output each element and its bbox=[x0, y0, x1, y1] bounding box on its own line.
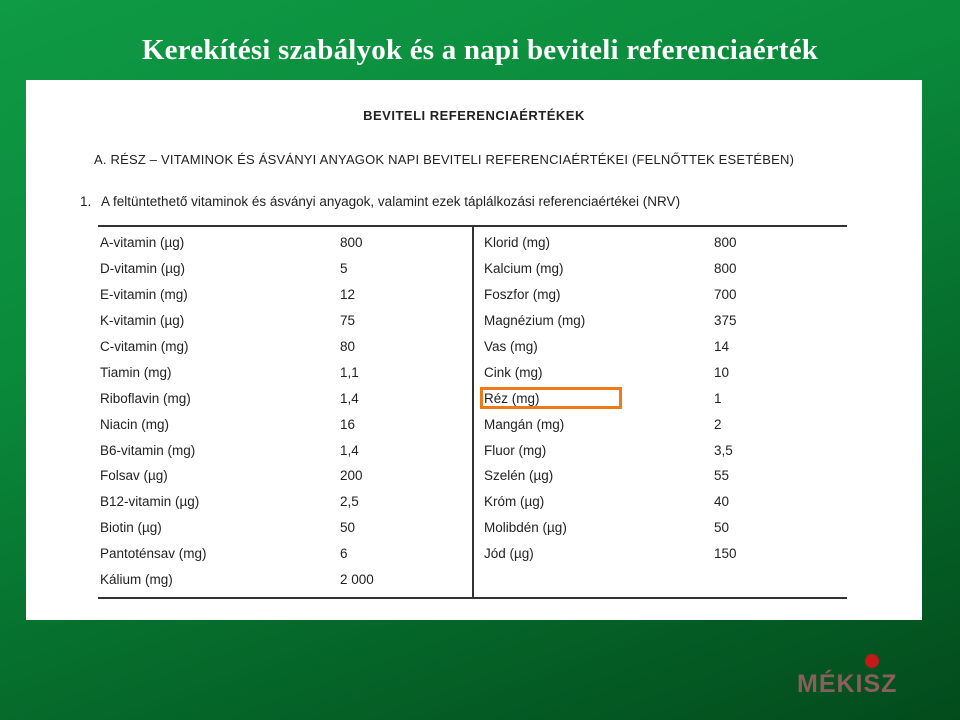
logo-dot-icon bbox=[865, 654, 879, 668]
intro-number: 1. bbox=[80, 194, 92, 209]
nutrient-name: Vas (mg) bbox=[484, 339, 538, 354]
mekisz-logo bbox=[797, 652, 927, 698]
nutrient-value: 2 bbox=[714, 416, 722, 432]
vitamin-row bbox=[100, 515, 470, 541]
table-column-divider bbox=[472, 225, 474, 599]
mineral-row bbox=[484, 489, 844, 515]
intro-text: A feltüntethető vitaminok és ásványi anyagok, valamint ezek táplálkozási referenciaértékei (NRV) bbox=[101, 194, 681, 209]
nutrient-name: Magnézium (mg) bbox=[484, 313, 586, 329]
vitamin-row bbox=[100, 334, 470, 360]
mineral-row bbox=[484, 256, 844, 282]
vitamin-row bbox=[100, 256, 470, 282]
nutrient-name: Mangán (mg) bbox=[484, 416, 565, 432]
part-title: A. RÉSZ – VITAMINOK ÉS ÁSVÁNYI ANYAGOK NAPI BEVITELI REFERENCIAÉRTÉKEI (FELNŐTTEK ESETÉBEN) bbox=[94, 152, 795, 167]
nutrient-name: Cink (mg) bbox=[484, 364, 543, 380]
vitamin-row bbox=[100, 308, 470, 334]
nutrient-value: 50 bbox=[714, 520, 730, 536]
mineral-row bbox=[484, 437, 844, 463]
nutrient-name: Tiamin (mg) bbox=[100, 364, 172, 380]
vitamin-row bbox=[100, 567, 470, 593]
mineral-row bbox=[484, 282, 844, 308]
nutrient-value: 2,5 bbox=[340, 494, 359, 510]
nutrient-name: Kalcium (mg) bbox=[484, 261, 564, 277]
mineral-row bbox=[484, 334, 844, 360]
nutrient-name: E-vitamin (mg) bbox=[100, 287, 188, 303]
nutrient-name: Kálium (mg) bbox=[100, 572, 173, 588]
vitamins-column bbox=[100, 230, 470, 592]
mineral-row bbox=[484, 308, 844, 334]
vitamin-row bbox=[100, 282, 470, 308]
vitamin-row bbox=[100, 437, 470, 463]
nutrient-value: 1,1 bbox=[340, 364, 359, 380]
mineral-row bbox=[484, 515, 844, 541]
nutrient-name: B12-vitamin (µg) bbox=[100, 494, 200, 510]
document-image bbox=[26, 80, 922, 620]
nutrient-name: Molibdén (µg) bbox=[484, 520, 567, 536]
intro-line bbox=[80, 194, 680, 209]
nutrient-name: D-vitamin (µg) bbox=[100, 261, 186, 277]
nutrient-value: 1 bbox=[714, 390, 722, 406]
vitamin-row bbox=[100, 230, 470, 256]
nutrient-name: B6-vitamin (mg) bbox=[100, 442, 196, 458]
nutrient-value: 16 bbox=[340, 416, 356, 432]
nutrient-value: 40 bbox=[714, 494, 730, 510]
slide-title: Kerekítési szabályok és a napi beviteli referenciaérték bbox=[141, 34, 819, 66]
nutrient-value: 2 000 bbox=[340, 572, 374, 588]
nutrient-value: 75 bbox=[340, 313, 356, 329]
vitamin-row bbox=[100, 359, 470, 385]
nutrient-value: 10 bbox=[714, 364, 730, 380]
logo-text: MÉKISZ bbox=[797, 670, 898, 698]
nutrient-value: 200 bbox=[340, 468, 363, 484]
nutrient-name: A-vitamin (µg) bbox=[100, 235, 185, 251]
nutrient-value: 3,5 bbox=[714, 442, 733, 458]
nutrient-name: Biotin (µg) bbox=[100, 520, 162, 536]
nutrient-value: 12 bbox=[340, 287, 356, 303]
table-bottom-rule bbox=[98, 597, 847, 599]
vitamin-row bbox=[100, 489, 470, 515]
nutrient-value: 80 bbox=[340, 339, 356, 354]
vitamin-row bbox=[100, 541, 470, 567]
nutrient-value: 6 bbox=[340, 546, 348, 562]
nutrient-name: Folsav (µg) bbox=[100, 468, 168, 484]
mineral-row bbox=[484, 230, 844, 256]
vitamin-row bbox=[100, 411, 470, 437]
nutrient-value: 150 bbox=[714, 546, 737, 562]
mineral-row bbox=[484, 463, 844, 489]
mineral-row bbox=[484, 359, 844, 385]
mineral-row bbox=[484, 411, 844, 437]
nutrient-value: 1,4 bbox=[340, 442, 359, 458]
nutrient-name: Pantoténsav (mg) bbox=[100, 546, 207, 562]
nutrient-value: 800 bbox=[714, 261, 737, 277]
vitamin-row bbox=[100, 463, 470, 489]
nutrient-value: 375 bbox=[714, 313, 737, 329]
vitamin-row bbox=[100, 385, 470, 411]
nutrient-value: 800 bbox=[340, 235, 363, 251]
nutrient-name: C-vitamin (mg) bbox=[100, 339, 189, 354]
nutrient-value: 1,4 bbox=[340, 390, 359, 406]
nutrient-name: Riboflavin (mg) bbox=[100, 390, 191, 406]
nutrient-value: 700 bbox=[714, 287, 737, 303]
nutrient-value: 800 bbox=[714, 235, 737, 251]
nutrient-name: Klorid (mg) bbox=[484, 235, 551, 251]
nutrient-name: K-vitamin (µg) bbox=[100, 313, 185, 329]
nutrient-value: 14 bbox=[714, 339, 730, 354]
nutrient-value: 55 bbox=[714, 468, 730, 484]
nutrient-name: Króm (µg) bbox=[484, 494, 545, 510]
nutrient-value: 50 bbox=[340, 520, 356, 536]
mineral-row bbox=[484, 541, 844, 567]
highlight-box bbox=[480, 387, 622, 409]
document-heading: BEVITELI REFERENCIAÉRTÉKEK bbox=[363, 108, 585, 123]
nutrient-name: Szelén (µg) bbox=[484, 468, 554, 484]
nutrient-name: Jód (µg) bbox=[484, 546, 534, 562]
nutrient-name: Foszfor (mg) bbox=[484, 287, 561, 303]
nutrient-name: Réz (mg) bbox=[484, 390, 540, 406]
nutrient-name: Niacin (mg) bbox=[100, 416, 170, 432]
nutrient-name: Fluor (mg) bbox=[484, 442, 547, 458]
nutrient-value: 5 bbox=[340, 261, 348, 277]
